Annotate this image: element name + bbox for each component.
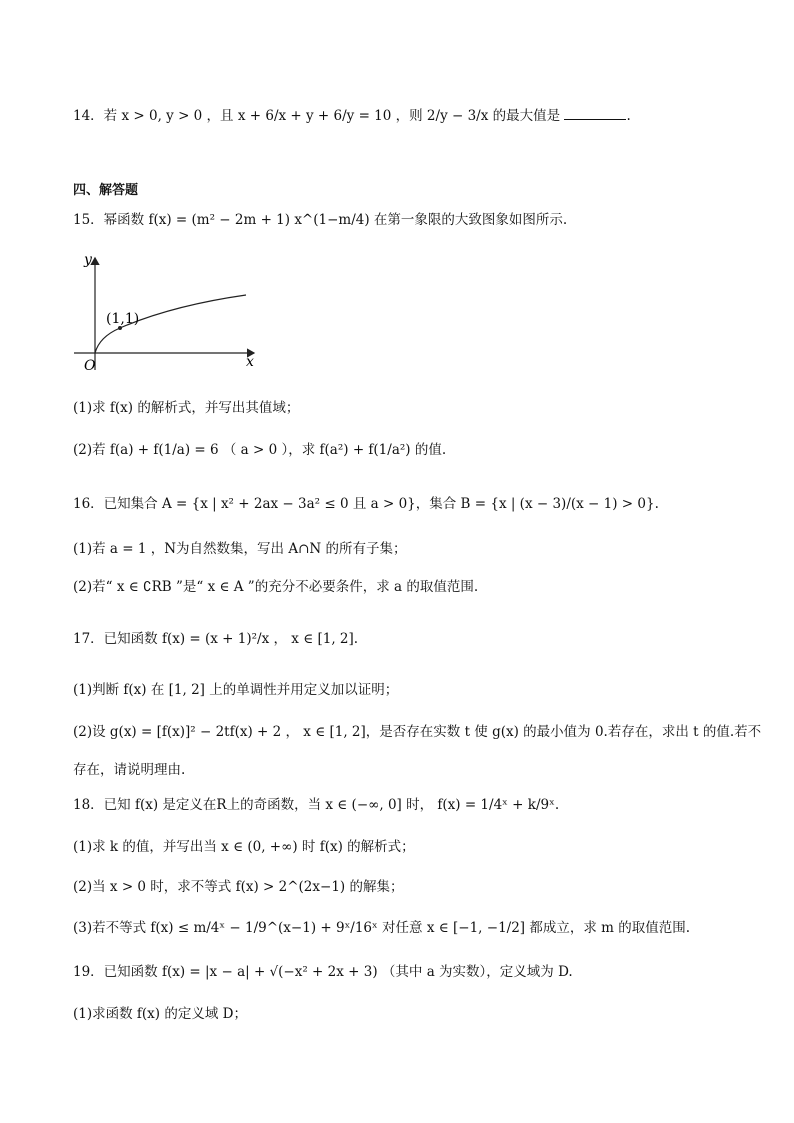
question-14-end: . xyxy=(626,108,631,124)
power-function-graph xyxy=(70,250,260,375)
question-15-part-2: (2)若 f(a) + f(1/a) = 6 （ a > 0 ），求 f(a²) + f(1/a²) 的值. xyxy=(73,442,447,458)
answer-blank[interactable] xyxy=(564,107,626,120)
question-17-part-1: (1)判断 f(x) 在 [1, 2] 上的单调性并用定义加以证明； xyxy=(73,682,399,698)
question-16-stem: 16．已知集合 A = {x | x² + 2ax − 3a² ≤ 0 且 a > 0}，集合 B = {x | (x − 3)/(x − 1) > 0}. xyxy=(73,496,659,512)
y-axis-label: y xyxy=(84,252,92,268)
x-axis-label: x xyxy=(246,354,254,370)
question-18-part-3: (3)若不等式 f(x) ≤ m/4ˣ − 1/9^(x−1) + 9ˣ/16ˣ 对任意 x ∈ [−1, −1/2] 都成立，求 m 的取值范围. xyxy=(73,920,691,936)
point-label: (1,1) xyxy=(106,311,140,327)
question-17-part-2-line-1: (2)设 g(x) = [f(x)]² − 2tf(x) + 2 ， x ∈ [1, 2]，是否存在实数 t 使 g(x) 的最小值为 0.若存在，求出 t 的值.若不 xyxy=(73,724,762,740)
section-title: 四、解答题 xyxy=(73,183,139,198)
question-15-stem: 15．幂函数 f(x) = (m² − 2m + 1) x^(1−m/4) 在第一象限的大致图象如图所示. xyxy=(73,212,568,228)
question-19-stem: 19．已知函数 f(x) = |x − a| + √(−x² + 2x + 3) （其中 a 为实数），定义域为 D. xyxy=(73,964,573,980)
question-14 xyxy=(73,106,754,126)
question-19-part-1: (1)求函数 f(x) 的定义域 D； xyxy=(73,1006,247,1022)
question-17-stem: 17．已知函数 f(x) = (x + 1)²/x ， x ∈ [1, 2]. xyxy=(73,631,359,647)
origin-label: O xyxy=(84,358,96,374)
question-16-part-1: (1)若 a = 1 ，N为自然数集，写出 A∩N 的所有子集； xyxy=(73,541,407,557)
question-18-part-2: (2)当 x > 0 时，求不等式 f(x) > 2^(2x−1) 的解集； xyxy=(73,879,404,895)
question-17-part-2-line-2: 存在，请说明理由. xyxy=(73,762,186,778)
question-15-part-1: (1)求 f(x) 的解析式，并写出其值域； xyxy=(73,400,300,416)
question-16-part-2: (2)若“ x ∈ ∁RB ”是“ x ∈ A ”的充分不必要条件，求 a 的取值范围. xyxy=(73,579,479,595)
question-18-part-1: (1)求 k 的值，并写出当 x ∈ (0, +∞) 时 f(x) 的解析式； xyxy=(73,839,415,855)
question-14-text: 14．若 x > 0, y > 0 ，且 x + 6/x + y + 6/y = 10 ，则 2/y − 3/x 的最大值是 xyxy=(73,108,561,124)
question-18-stem: 18．已知 f(x) 是定义在R上的奇函数，当 x ∈ (−∞, 0] 时， f(x) = 1/4ˣ + k/9ˣ. xyxy=(73,797,560,813)
